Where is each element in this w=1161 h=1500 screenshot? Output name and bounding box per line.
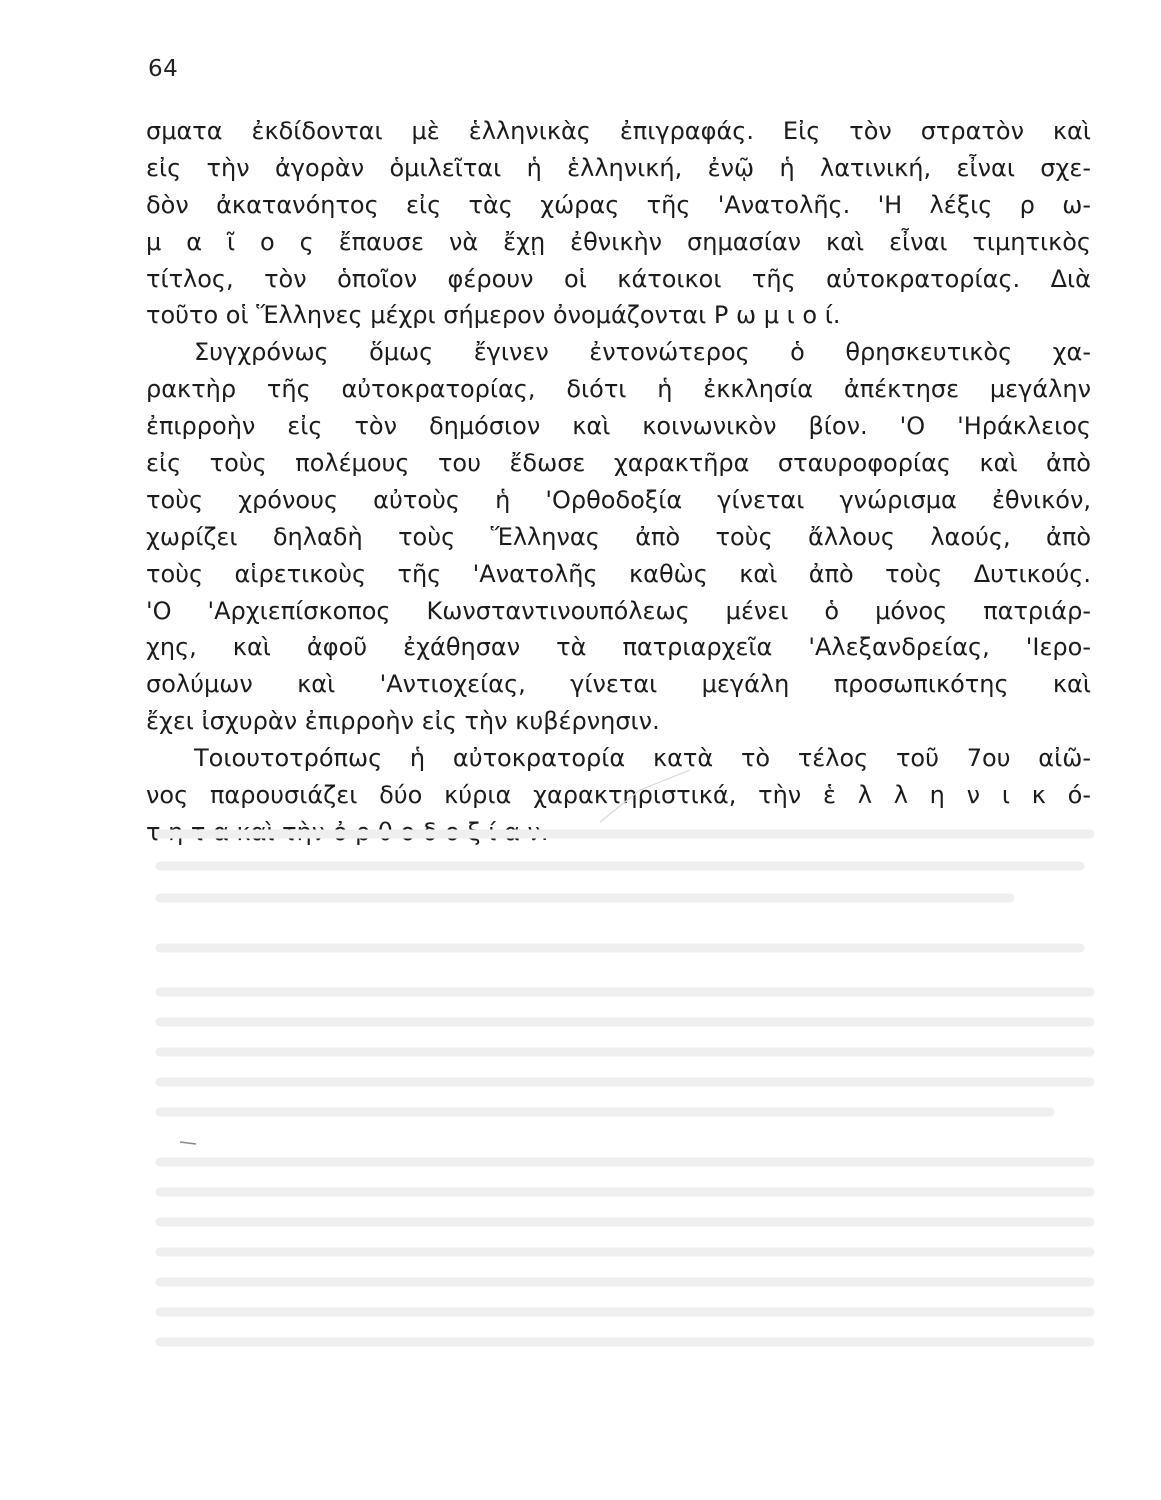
- paragraph-1: [146, 113, 1091, 334]
- text-line: σολύμων καὶ 'Αντιοχείας, γίνεται μεγάλη προσωπικότης καὶ: [146, 670, 1091, 699]
- text-line: χωρίζει δηλαδὴ τοὺς Ἕλληνας ἀπὸ τοὺς ἄλλους λαούς, ἀπὸ: [146, 522, 1091, 551]
- text-line: ἐπιρροὴν εἰς τὸν δημόσιον καὶ κοινωνικὸν βίον. 'Ο 'Ηράκλειος: [146, 412, 1091, 441]
- text-line: μ α ῖ ο ς ἔπαυσε νὰ ἔχῃ ἐθνικὴν σημασίαν καὶ εἶναι τιμητικὸς: [146, 227, 1091, 256]
- text-line: τοῦτο οἱ Ἕλληνες μέχρι σήμερον ὀνομάζονται Ρ ω μ ι ο ί.: [146, 301, 841, 330]
- text-line: χης, καὶ ἀφοῦ ἐχάθησαν τὰ πατριαρχεῖα 'Αλεξανδρείας, 'Ιερο-: [146, 633, 1091, 662]
- text-line: νος παρουσιάζει δύο κύρια χαρακτηριστικά, τὴν ἑ λ λ η ν ι κ ό-: [146, 781, 1091, 810]
- text-line: ρακτὴρ τῆς αὐτοκρατορίας, διότι ἡ ἐκκλησία ἀπέκτησε μεγάλην: [146, 375, 1091, 404]
- page-number: 64: [148, 56, 179, 82]
- text-line: Τοιουτοτρόπως ἡ αὐτοκρατορία κατὰ τὸ τέλος τοῦ 7ου αἰῶ-: [194, 744, 1091, 773]
- text-line: τοὺς αἱρετικοὺς τῆς 'Ανατολῆς καθὼς καὶ ἀπὸ τοὺς Δυτικούς.: [146, 559, 1091, 588]
- body-text: [146, 113, 1091, 851]
- text-line: Συγχρόνως ὅμως ἔγινεν ἐντονώτερος ὁ θρησκευτικὸς χα-: [194, 338, 1091, 367]
- paragraph-2: [146, 334, 1091, 740]
- text-line: ἔχει ἰσχυρὰν ἐπιρροὴν εἰς τὴν κυβέρνησιν.: [146, 707, 660, 736]
- text-line: δὸν ἀκατανόητος εἰς τὰς χώρας τῆς 'Ανατολῆς. 'Η λέξις ρ ω-: [146, 190, 1091, 219]
- text-line: 'Ο 'Αρχιεπίσκοπος Κωνσταντινουπόλεως μένει ὁ μόνος πατριάρ-: [146, 596, 1091, 625]
- text-line: εἰς τοὺς πολέμους του ἔδωσε χαρακτῆρα σταυροφορίας καὶ ἀπὸ: [146, 449, 1091, 478]
- text-line: τ η τ α καὶ τὴν ὀ ρ θ ο δ ο ξ ί α ν.: [146, 817, 549, 846]
- text-line: τίτλος, τὸν ὁποῖον φέρουν οἱ κάτοικοι τῆς αὐτοκρατορίας. Διὰ: [146, 264, 1091, 293]
- text-line: τοὺς χρόνους αὐτοὺς ἡ 'Ορθοδοξία γίνεται γνώρισμα ἐθνικόν,: [146, 485, 1091, 514]
- text-line: εἰς τὴν ἀγορὰν ὁμιλεῖται ἡ ἑλληνική, ἐνῷ ἡ λατινική, εἶναι σχε-: [146, 153, 1091, 182]
- text-line: σματα ἐκδίδονται μὲ ἑλληνικὰς ἐπιγραφάς. Εἰς τὸν στρατὸν καὶ: [146, 117, 1091, 145]
- paragraph-3: [146, 740, 1091, 851]
